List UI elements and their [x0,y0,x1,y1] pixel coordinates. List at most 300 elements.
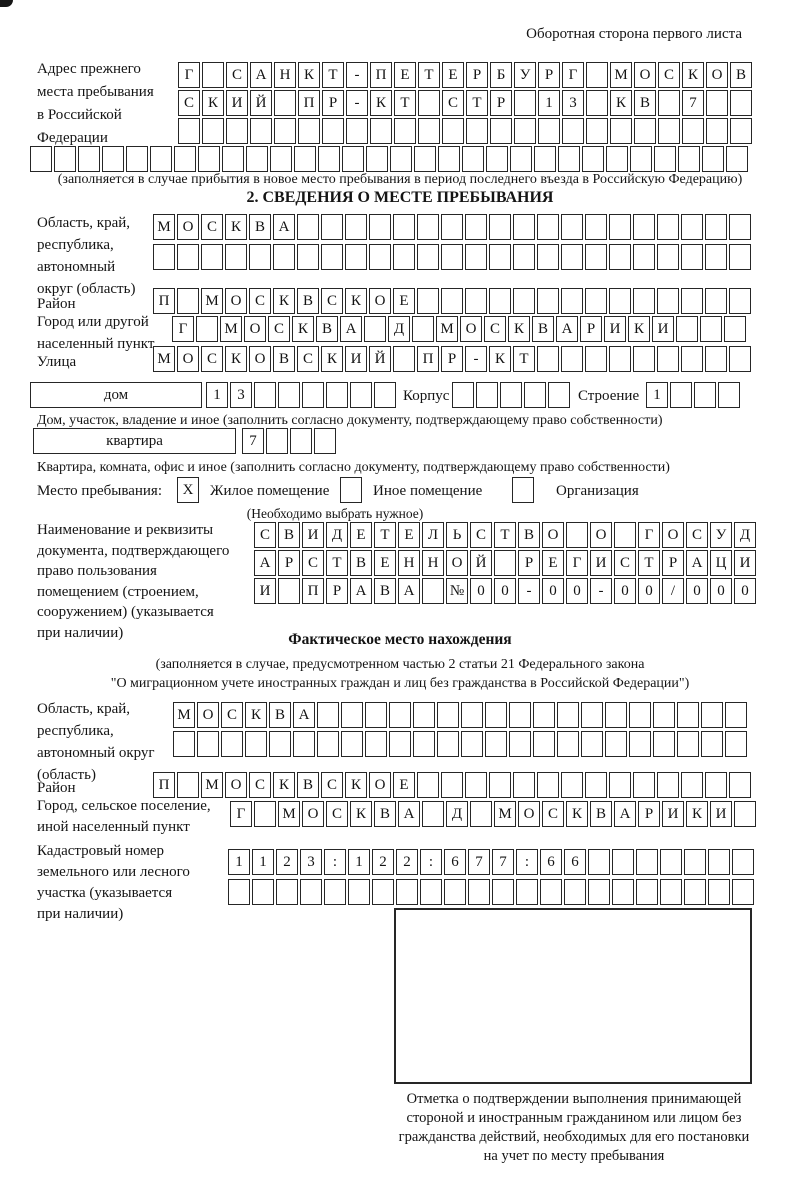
grid-cell: / [662,578,684,604]
grid-cell [489,772,511,798]
grid-cell: К [682,62,704,88]
grid-cell: Е [393,288,415,314]
grid-cell [705,288,727,314]
grid-cell: К [225,346,247,372]
label-line: Кадастровый номер [37,843,164,859]
grid-cell [585,346,607,372]
grid-cell [177,288,199,314]
grid-cell [729,288,751,314]
grid-cell: К [628,316,650,342]
grid-cell: М [153,214,175,240]
grid-cell [537,288,559,314]
grid-cell [677,702,699,728]
grid-cell: К [202,90,224,116]
grid-cell [729,244,751,270]
grid-cell [537,346,559,372]
prev-address-row [178,62,754,88]
grid-cell [734,801,756,827]
grid-cell: К [508,316,530,342]
grid-cell [225,244,247,270]
grid-cell [566,522,588,548]
grid-cell: Д [734,522,756,548]
grid-cell [670,382,692,408]
grid-cell [509,731,531,757]
grid-cell [538,118,560,144]
grid-cell: Е [394,62,416,88]
grid-cell: Н [422,550,444,576]
grid-cell: О [244,316,266,342]
grid-cell: 0 [542,578,564,604]
grid-cell [252,879,274,905]
grid-cell [461,702,483,728]
grid-cell [705,214,727,240]
grid-cell [636,879,658,905]
grid-cell [414,146,436,172]
house-number-row [206,382,398,408]
grid-cell [317,731,339,757]
grid-cell [630,146,652,172]
grid-cell: : [420,849,442,875]
street-row [153,346,753,372]
grid-cell: К [610,90,632,116]
grid-cell: О [225,772,247,798]
grid-cell [201,244,223,270]
prev-address-row [178,118,754,144]
cadastral-label [37,841,190,925]
grid-cell [633,346,655,372]
grid-cell: А [614,801,636,827]
grid-cell: - [346,62,368,88]
stay-place-label: Место пребывания: [37,483,162,499]
grid-cell: Г [172,316,194,342]
grid-cell: С [614,550,636,576]
grid-cell [276,879,298,905]
grid-cell [465,244,487,270]
grid-cell [676,316,698,342]
grid-cell [605,731,627,757]
grid-cell [197,731,219,757]
grid-cell: Р [580,316,602,342]
grid-cell [126,146,148,172]
grid-cell [681,214,703,240]
grid-cell [633,772,655,798]
grid-cell [202,118,224,144]
grid-cell [730,90,752,116]
label-line: при наличии) [37,624,124,641]
grid-cell: С [658,62,680,88]
grid-cell [342,146,364,172]
grid-cell [468,879,490,905]
grid-cell: Р [322,90,344,116]
grid-cell [321,244,343,270]
grid-cell [246,146,268,172]
grid-cell: А [254,550,276,576]
fact-district-row [153,772,753,798]
grid-cell [609,772,631,798]
grid-cell: В [730,62,752,88]
grid-cell: О [446,550,468,576]
grid-cell: Г [230,801,252,827]
grid-cell: Г [638,522,660,548]
label-line: участка (указывается [37,885,173,901]
grid-cell [489,214,511,240]
fact-city-row [230,801,758,827]
grid-cell [516,879,538,905]
grid-cell [513,244,535,270]
grid-cell: К [245,702,267,728]
checkbox-other-premises [340,477,362,503]
grid-cell [684,849,706,875]
grid-cell: В [590,801,612,827]
grid-cell [489,244,511,270]
label-line: Адрес прежнего [37,61,141,77]
label-line: республика, [37,723,114,739]
actual-location-note-line: (заполняется в случае, предусмотренном частью 2 статьи 21 Федерального закона [155,657,645,672]
apartment-note: Квартира, комната, офис и иное (заполнить согласно документу, подтверждающему право собственности) [37,460,670,475]
grid-cell: Г [178,62,200,88]
label-line: Город, сельское поселение, [37,798,211,814]
grid-cell [561,244,583,270]
label-line: сооружением) (указывается [37,604,214,620]
grid-cell [270,146,292,172]
prev-address-label [37,58,154,150]
label-line: документа, подтверждающего [37,542,230,559]
grid-cell: Е [542,550,564,576]
grid-cell: О [518,801,540,827]
grid-cell [422,801,444,827]
grid-cell [321,214,343,240]
label-line: (область) [37,767,96,783]
grid-cell [346,118,368,144]
grid-cell: С [201,214,223,240]
grid-cell: Р [638,801,660,827]
street-label: Улица [37,354,77,370]
grid-cell [609,214,631,240]
back-note: Оборотная сторона первого листа [526,26,742,42]
grid-cell [708,879,730,905]
grid-cell: С [321,772,343,798]
grid-cell [290,428,312,454]
grid-cell [609,288,631,314]
grid-cell [629,731,651,757]
grid-cell [485,702,507,728]
grid-cell [726,146,748,172]
grid-cell: В [316,316,338,342]
grid-cell: С [221,702,243,728]
grid-cell: К [489,346,511,372]
grid-cell [324,879,346,905]
label-line: Наименование и реквизиты [37,522,214,538]
grid-cell: Ц [710,550,732,576]
grid-cell: У [514,62,536,88]
grid-cell [437,702,459,728]
grid-cell [266,428,288,454]
actual-location-note-line: "О миграционном учете иностранных граждан и лиц без гражданства в Российской Федерации") [110,676,690,691]
cadastral-row [228,849,756,875]
grid-cell [465,288,487,314]
grid-cell [614,522,636,548]
label-line: право пользования [37,563,157,579]
grid-cell [196,316,218,342]
actual-location-heading: Фактическое место нахождения [288,631,512,648]
grid-cell [390,146,412,172]
grid-cell: К [345,288,367,314]
grid-cell [441,772,463,798]
grid-cell [417,244,439,270]
grid-cell: Г [562,62,584,88]
grid-cell [314,428,336,454]
grid-cell [412,316,434,342]
grid-cell: Р [518,550,540,576]
grid-cell [461,731,483,757]
grid-cell [561,346,583,372]
grid-cell [490,118,512,144]
grid-cell [177,772,199,798]
label-line: автономный [37,259,116,275]
grid-cell: С [484,316,506,342]
grid-cell [581,731,603,757]
grid-cell: И [710,801,732,827]
grid-cell [540,879,562,905]
grid-cell: И [604,316,626,342]
grid-cell [537,244,559,270]
district-row [153,288,753,314]
grid-cell [533,702,555,728]
grid-cell: О [197,702,219,728]
confirmation-mark-box [394,908,752,1084]
grid-cell [370,118,392,144]
grid-cell [102,146,124,172]
prev-address-note: (заполняется в случае прибытия в новое место пребывания в период последнего въезда в Российскую Федерацию) [57,172,743,187]
grid-cell [293,731,315,757]
grid-cell [274,90,296,116]
grid-cell: В [374,801,396,827]
grid-cell [706,118,728,144]
grid-cell [174,146,196,172]
grid-cell [442,118,464,144]
label-line: при наличии) [37,906,124,922]
grid-cell [365,731,387,757]
grid-cell [678,146,700,172]
stroenie-row [646,382,742,408]
grid-cell: Р [278,550,300,576]
grid-cell [585,772,607,798]
grid-cell: 7 [242,428,264,454]
grid-cell: К [566,801,588,827]
grid-cell: Р [662,550,684,576]
grid-cell [462,146,484,172]
grid-cell [537,214,559,240]
grid-cell: Т [513,346,535,372]
grid-cell [341,702,363,728]
grid-cell [582,146,604,172]
grid-cell: М [494,801,516,827]
grid-cell: : [516,849,538,875]
grid-cell: В [518,522,540,548]
grid-cell: 0 [470,578,492,604]
grid-cell [298,118,320,144]
grid-cell [369,244,391,270]
grid-cell: А [350,578,372,604]
grid-cell: 1 [252,849,274,875]
grid-cell: М [153,346,175,372]
grid-cell [654,146,676,172]
grid-cell: П [153,772,175,798]
grid-cell [513,288,535,314]
grid-cell: 0 [734,578,756,604]
grid-cell [297,214,319,240]
grid-cell [465,772,487,798]
house-note: Дом, участок, владение и иное (заполнить согласно документу, подтверждающему право собственности) [37,413,663,428]
grid-cell [564,879,586,905]
grid-cell [609,244,631,270]
grid-cell [609,346,631,372]
grid-cell [681,288,703,314]
grid-cell [254,382,276,408]
label-line: автономный округ [37,745,155,761]
note-line: стороной и иностранным гражданином или лицом без [406,1110,742,1126]
grid-cell [317,702,339,728]
document-row [254,578,758,604]
grid-cell: 3 [300,849,322,875]
grid-cell [581,702,603,728]
fact-region-row [173,702,749,728]
grid-cell: К [321,346,343,372]
grid-cell [705,346,727,372]
grid-cell: К [292,316,314,342]
grid-cell [681,244,703,270]
grid-cell: И [226,90,248,116]
grid-cell [657,288,679,314]
grid-cell: 0 [566,578,588,604]
grid-cell [486,146,508,172]
grid-cell: Е [350,522,372,548]
grid-cell [558,146,580,172]
grid-cell: М [201,772,223,798]
grid-cell [729,214,751,240]
grid-cell: И [662,801,684,827]
grid-cell [198,146,220,172]
grid-cell: В [269,702,291,728]
grid-cell [729,346,751,372]
grid-cell [700,316,722,342]
grid-cell: С [297,346,319,372]
grid-cell [420,879,442,905]
grid-cell: С [321,288,343,314]
grid-cell: В [374,578,396,604]
grid-cell: П [302,578,324,604]
grid-cell [341,731,363,757]
grid-cell [273,244,295,270]
grid-cell: Р [326,578,348,604]
grid-cell: 1 [228,849,250,875]
grid-cell [725,702,747,728]
region-row [153,214,753,240]
grid-cell [389,702,411,728]
grid-cell [514,90,536,116]
grid-cell [724,316,746,342]
grid-cell: В [278,522,300,548]
region-label [37,212,135,300]
grid-cell [681,772,703,798]
grid-cell [365,702,387,728]
grid-cell: 3 [562,90,584,116]
grid-cell: К [225,214,247,240]
grid-cell: К [273,288,295,314]
grid-cell: В [297,772,319,798]
document-row [254,550,758,576]
note-line: гражданства действий, необходимых для его постановки [398,1129,750,1145]
grid-cell [393,214,415,240]
grid-cell [657,214,679,240]
grid-cell [702,146,724,172]
grid-cell [441,288,463,314]
grid-cell: О [590,522,612,548]
grid-cell [610,118,632,144]
grid-cell [492,879,514,905]
label-line: земельного или лесного [37,864,190,880]
grid-cell: Г [566,550,588,576]
grid-cell: 6 [540,849,562,875]
grid-cell: : [324,849,346,875]
label-line: населенный пункт [37,335,155,352]
grid-cell [418,90,440,116]
grid-cell: И [734,550,756,576]
grid-cell [706,90,728,116]
grid-cell [249,244,271,270]
grid-cell: - [465,346,487,372]
grid-cell [494,550,516,576]
grid-cell: 0 [638,578,660,604]
grid-cell [557,702,579,728]
korpus-label: Корпус [403,388,450,404]
grid-cell [389,731,411,757]
grid-cell [297,244,319,270]
grid-cell [441,214,463,240]
fact-district-label: Район [37,780,76,796]
grid-cell: О [662,522,684,548]
grid-cell [393,346,415,372]
grid-cell: В [634,90,656,116]
grid-cell [302,382,324,408]
grid-cell [417,288,439,314]
grid-cell: К [273,772,295,798]
grid-cell: - [346,90,368,116]
grid-cell: О [225,288,247,314]
stroenie-label: Строение [578,388,640,404]
grid-cell [350,382,372,408]
grid-cell [657,244,679,270]
grid-cell: А [340,316,362,342]
grid-cell [364,316,386,342]
grid-cell [524,382,546,408]
scan-artifact [0,0,13,7]
prev-address-row [30,146,750,172]
grid-cell [250,118,272,144]
label-line: помещением (строением, [37,583,199,600]
grid-cell [417,772,439,798]
grid-cell: Н [398,550,420,576]
prev-address-row [178,90,754,116]
grid-cell [254,801,276,827]
grid-cell: В [350,550,372,576]
grid-cell: М [201,288,223,314]
label-line: республика, [37,237,114,253]
document-row [254,522,758,548]
grid-cell: М [173,702,195,728]
grid-cell [470,801,492,827]
grid-cell [509,702,531,728]
